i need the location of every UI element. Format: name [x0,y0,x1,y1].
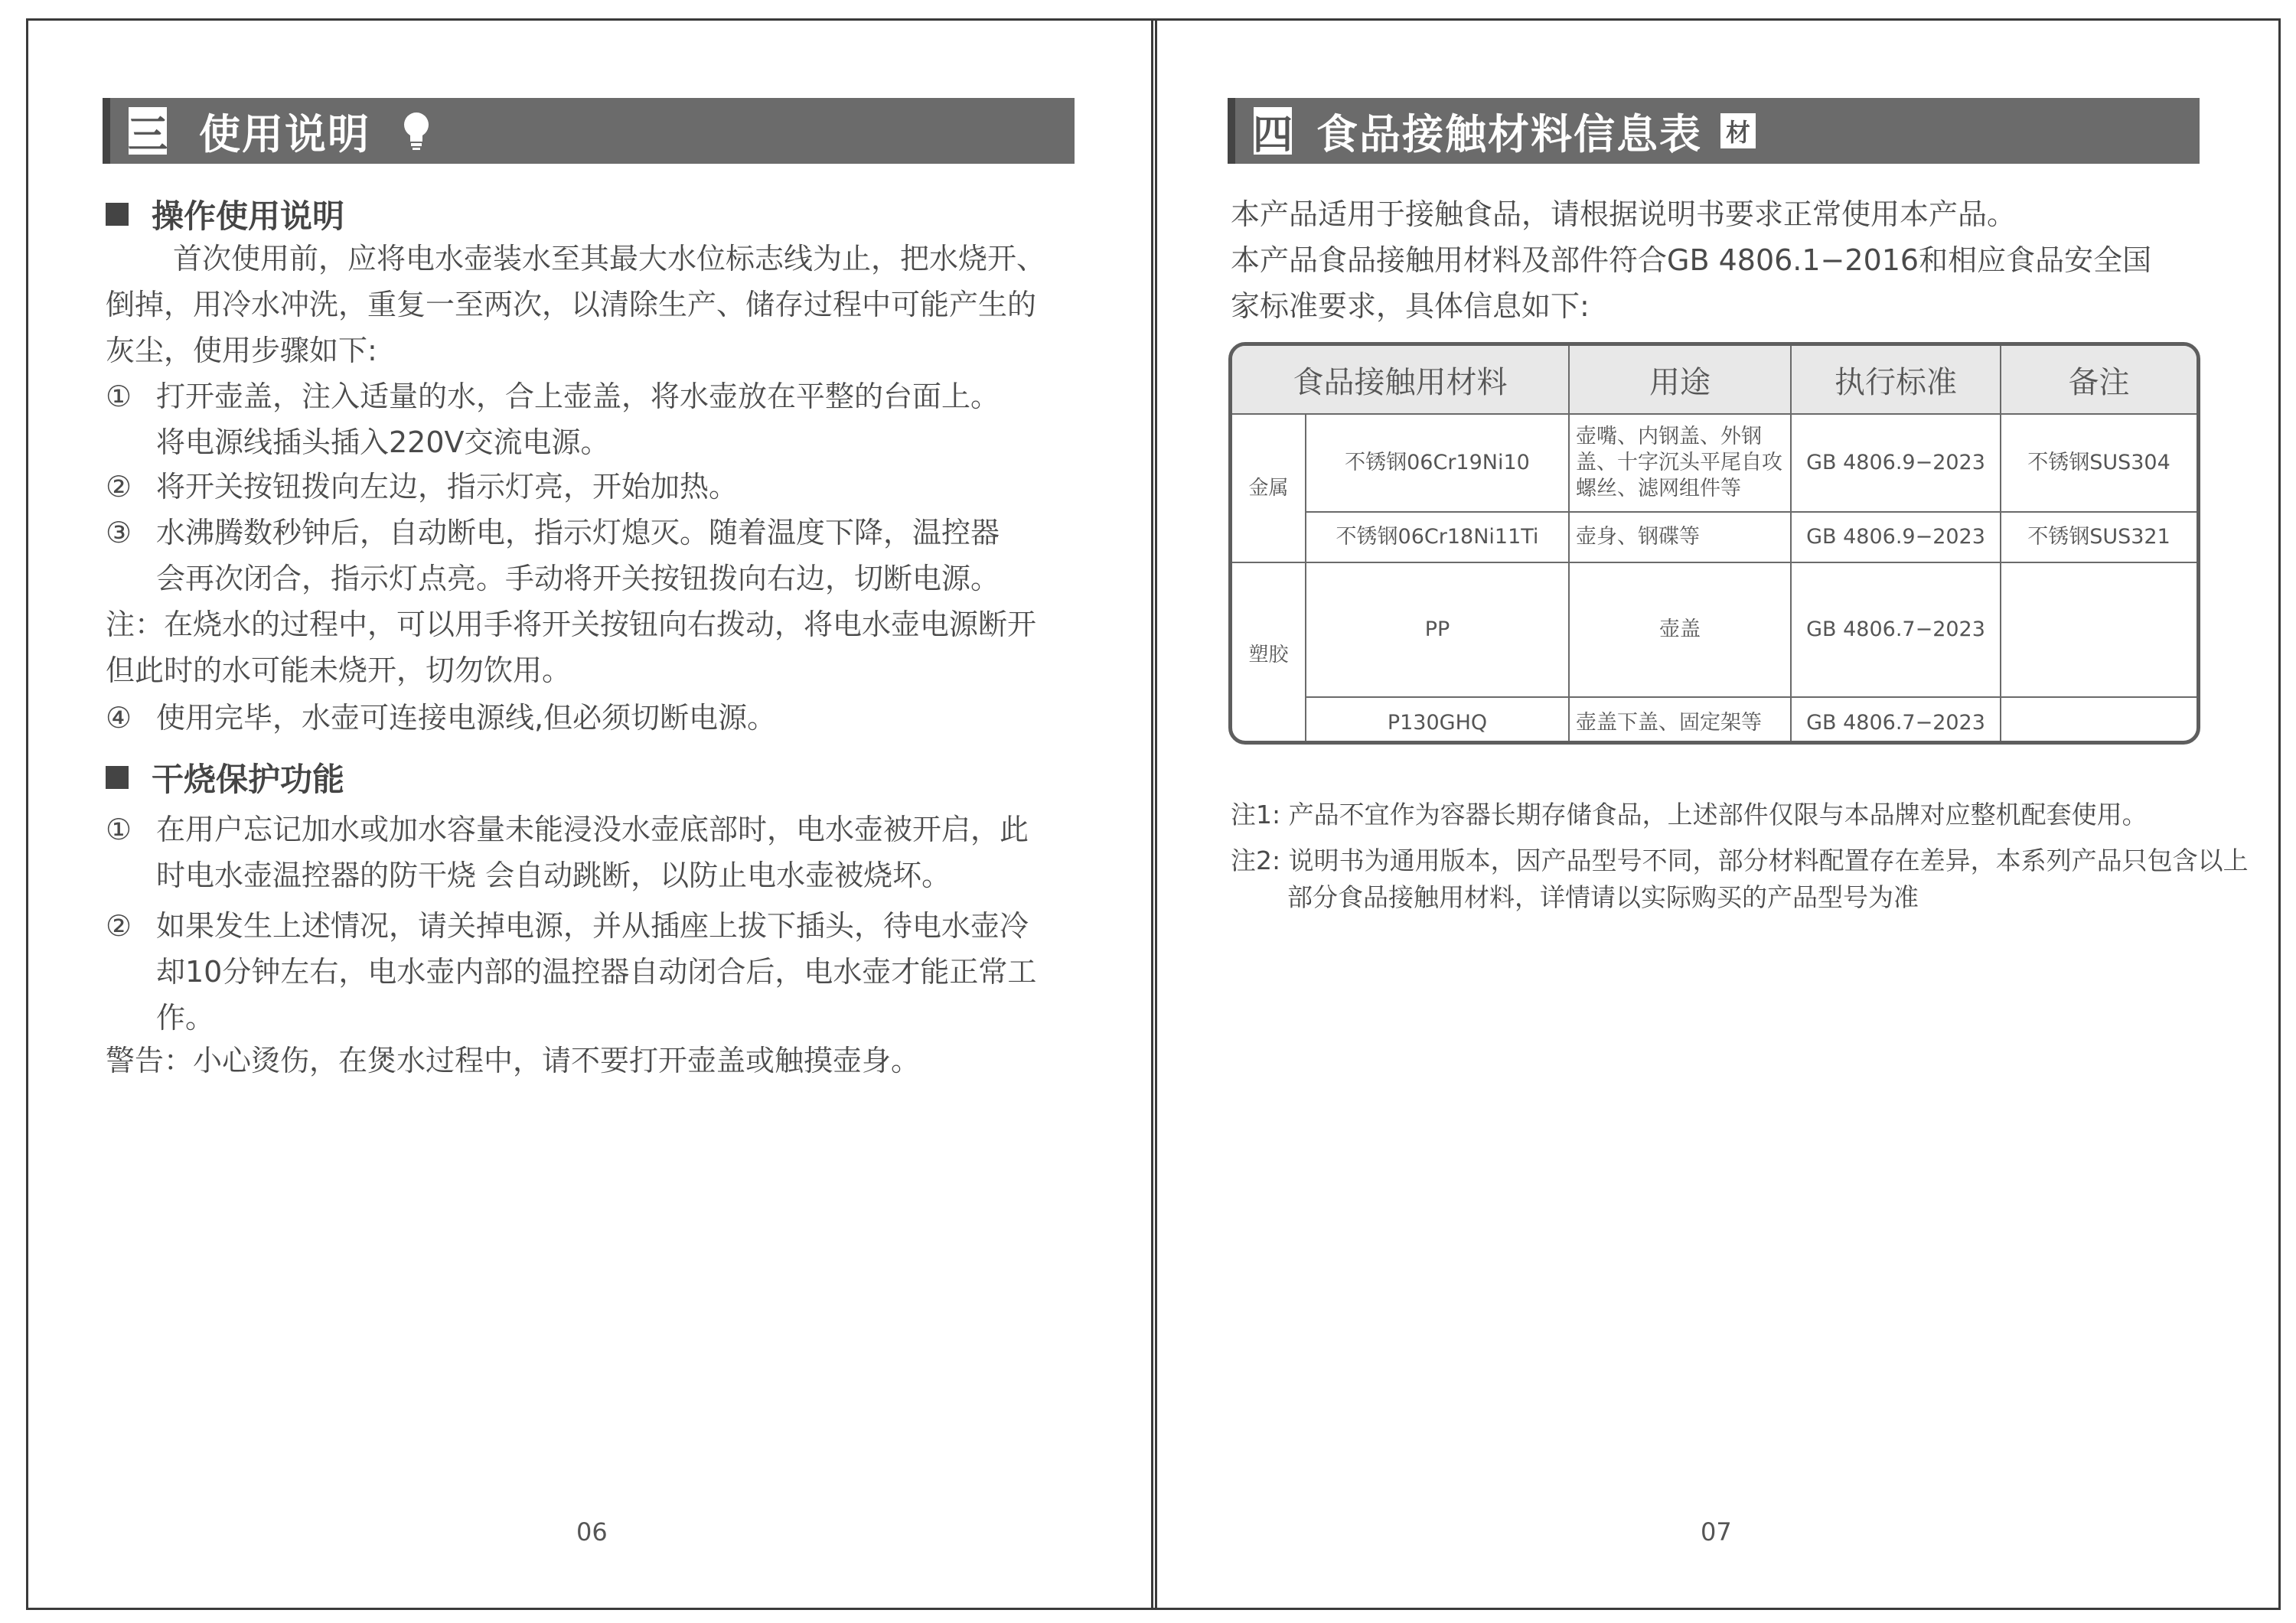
table-row [1232,512,2197,562]
header-standard: 执行标准 [1791,346,2001,414]
remark-cell: 不锈钢SUS321 [2001,512,2197,562]
table-row [1232,562,2197,697]
material-tag-icon [1720,113,1756,148]
material-cell: P130GHQ [1306,697,1569,745]
dry-burn-item-2 [106,903,1029,949]
table-row [1232,697,2197,745]
item-marker: ② [106,909,132,943]
intro-line: 本产品食品接触用材料及部件符合GB 4806.1−2016和相应食品安全国 [1231,243,2152,277]
section-title: 食品接触材料信息表 [1316,109,1702,158]
standard-cell: GB 4806.9−2023 [1791,512,2001,562]
dry-burn-item-2-continued: 作。 [156,1001,215,1035]
item-text: 在用户忘记加水或加水容量未能浸没水壶底部时，电水壶被开启，此 [156,813,1029,846]
dry-burn-item-2-continued: 却10分钟左右，电水壶内部的温控器自动闭合后，电水壶才能正常工 [156,955,1037,989]
step-text: 将开关按钮拨向左边，指示灯亮，开始加热。 [156,470,739,504]
square-bullet-icon [106,203,129,226]
dry-burn-item-1-continued: 时电水壶温控器的防干烧 会自动跳断，以防止电水壶被烧坏。 [156,859,951,892]
page-number-left: 06 [576,1517,608,1546]
intro-line: 灰尘，使用步骤如下: [106,334,377,367]
step-marker: ③ [106,516,132,549]
remark-cell [2001,562,2197,697]
header-lead-bar [103,98,110,164]
remark-cell [2001,697,2197,745]
remark-cell: 不锈钢SUS304 [2001,414,2197,512]
step-3 [106,510,1000,556]
material-tag-label: 材 [1720,113,1756,148]
dry-burn-item-1 [106,807,1029,852]
table-header-row [1232,346,2197,414]
note-line: 注：在烧水的过程中，可以用手将开关按钮向右拨动，将电水壶电源断开 [106,608,1037,641]
intro-line: 首次使用前，应将电水壶装水至其最大水位标志线为止，把水烧开、 [173,242,1046,275]
header-remark: 备注 [2001,346,2197,414]
intro-line: 倒掉，用冷水冲洗，重复一至两次，以清除生产、储存过程中可能产生的 [106,288,1037,321]
material-cell: PP [1306,562,1569,697]
materials-intro [1231,191,2226,329]
note-line: 但此时的水可能未烧开，切勿饮用。 [106,653,572,687]
footnote-2: 注2: 说明书为通用版本，因产品型号不同，部分材料配置存在差异，本系列产品只包含以上 [1231,846,2249,875]
step-text: 使用完毕，水壶可连接电源线,但必须切断电源。 [156,701,777,735]
table-row [1232,414,2197,512]
step-marker: ④ [106,701,132,735]
usage-cell: 壶盖 [1569,562,1791,697]
usage-cell: 壶嘴、内钢盖、外钢盖、十字沉头平尾自攻螺丝、滤网组件等 [1569,414,1791,512]
lightbulb-icon [401,111,432,151]
step-1 [106,373,1000,419]
material-cell: 不锈钢06Cr19Ni10 [1306,414,1569,512]
section-number: 三 [129,107,167,155]
standard-cell: GB 4806.7−2023 [1791,697,2001,745]
subheading-text: 干烧保护功能 [152,761,345,798]
standard-cell: GB 4806.7−2023 [1791,562,2001,697]
footnote-1: 注1: 产品不宜作为容器长期存储食品，上述部件仅限与本品牌对应整机配套使用。 [1231,800,2148,829]
step-text: 打开壶盖，注入适量的水，合上壶盖，将水壶放在平整的台面上。 [156,380,1000,413]
step-2 [106,464,738,510]
step-marker: ① [106,380,132,413]
footnote-2-continued: 部分食品接触用材料，详情请以实际购买的产品型号为准 [1287,882,1919,912]
subheading-text: 操作使用说明 [152,197,345,235]
warning-text: 警告：小心烫伤，在煲水过程中，请不要打开壶盖或触摸壶身。 [106,1044,921,1077]
square-bullet-icon [106,766,129,789]
step-1-continued: 将电源线插头插入220V交流电源。 [156,425,610,459]
usage-cell: 壶身、钢碟等 [1569,512,1791,562]
section-header-usage [103,98,1075,164]
step-text: 水沸腾数秒钟后，自动断电，指示灯熄灭。随着温度下降，温控器 [156,516,1000,549]
step-4 [106,695,776,741]
standard-cell: GB 4806.9−2023 [1791,414,2001,512]
item-text: 如果发生上述情况，请关掉电源，并从插座上拔下插头，待电水壶冷 [156,909,1029,943]
step-3-continued: 会再次闭合，指示灯点亮。手动将开关按钮拨向右边，切断电源。 [156,562,1000,595]
material-cell: 不锈钢06Cr18Ni11Ti [1306,512,1569,562]
page-number-right: 07 [1701,1517,1732,1546]
intro-line: 家标准要求，具体信息如下: [1231,289,1590,323]
header-usage: 用途 [1569,346,1791,414]
section-number: 四 [1254,107,1292,155]
subheading-dry-burn [106,754,344,800]
intro-line: 本产品适用于接触食品，请根据说明书要求正常使用本产品。 [1231,197,2017,231]
step-marker: ② [106,470,132,504]
section-header-materials [1228,98,2200,164]
materials-table [1228,342,2200,745]
group-cell: 塑胶 [1232,562,1306,745]
operation-intro [106,236,1085,373]
usage-cell: 壶盖下盖、固定架等 [1569,697,1791,745]
item-marker: ① [106,813,132,846]
header-lead-bar [1228,98,1235,164]
header-material: 食品接触用材料 [1232,346,1569,414]
subheading-operation [106,191,344,237]
section-title: 使用说明 [199,109,370,158]
group-cell: 金属 [1232,414,1306,562]
